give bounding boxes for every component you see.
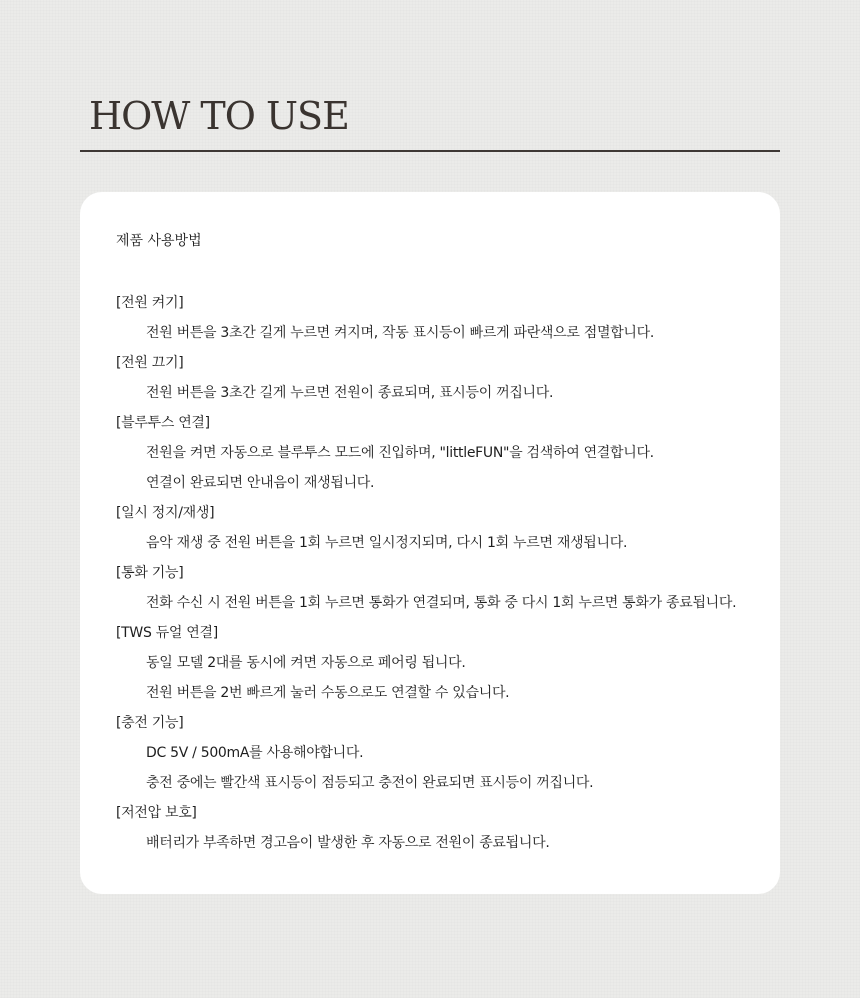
instructions-card [80, 192, 780, 894]
section-title: [충전 기능] [116, 715, 184, 731]
section-title: [전원 켜기] [116, 295, 184, 311]
section-title: [블루투스 연결] [116, 415, 210, 431]
section-line: 전원을 켜면 자동으로 블루투스 모드에 진입하며, "littleFUN"을 검색하여 연결합니다. [146, 445, 654, 461]
section-power-on [116, 288, 756, 348]
card-heading: 제품 사용방법 [116, 233, 202, 249]
section-title: [TWS 듀얼 연결] [116, 625, 218, 641]
section-pause-play [116, 498, 756, 558]
section-line: 충전 중에는 빨간색 표시등이 점등되고 충전이 완료되면 표시등이 꺼집니다. [146, 775, 594, 791]
section-charging [116, 708, 756, 798]
section-power-off [116, 348, 756, 408]
section-bluetooth [116, 408, 756, 498]
section-line: 전화 수신 시 전원 버튼을 1회 누르면 통화가 연결되며, 통화 중 다시 1회 누르면 통화가 종료됩니다. [146, 595, 737, 611]
section-line: 연결이 완료되면 안내음이 재생됩니다. [146, 475, 375, 491]
title-divider [80, 150, 780, 152]
instruction-sections [116, 288, 756, 858]
section-title: [전원 끄기] [116, 355, 184, 371]
section-title: [저전압 보호] [116, 805, 197, 821]
section-line: 전원 버튼을 2번 빠르게 눌러 수동으로도 연결할 수 있습니다. [146, 685, 510, 701]
section-line: 음악 재생 중 전원 버튼을 1회 누르면 일시정지되며, 다시 1회 누르면 재생됩니다. [146, 535, 628, 551]
section-line: 배터리가 부족하면 경고음이 발생한 후 자동으로 전원이 종료됩니다. [146, 835, 550, 851]
section-low-voltage [116, 798, 756, 858]
section-line: 전원 버튼을 3초간 길게 누르면 전원이 종료되며, 표시등이 꺼집니다. [146, 385, 554, 401]
section-call [116, 558, 756, 618]
section-tws [116, 618, 756, 708]
section-line: 전원 버튼을 3초간 길게 누르면 켜지며, 작동 표시등이 빠르게 파란색으로 점멸합니다. [146, 325, 655, 341]
section-line: 동일 모델 2대를 동시에 켜면 자동으로 페어링 됩니다. [146, 655, 466, 671]
section-title: [통화 기능] [116, 565, 184, 581]
page-title: HOW TO USE [89, 94, 349, 138]
section-title: [일시 정지/재생] [116, 505, 215, 521]
section-line: DC 5V / 500mA를 사용해야합니다. [146, 745, 364, 761]
